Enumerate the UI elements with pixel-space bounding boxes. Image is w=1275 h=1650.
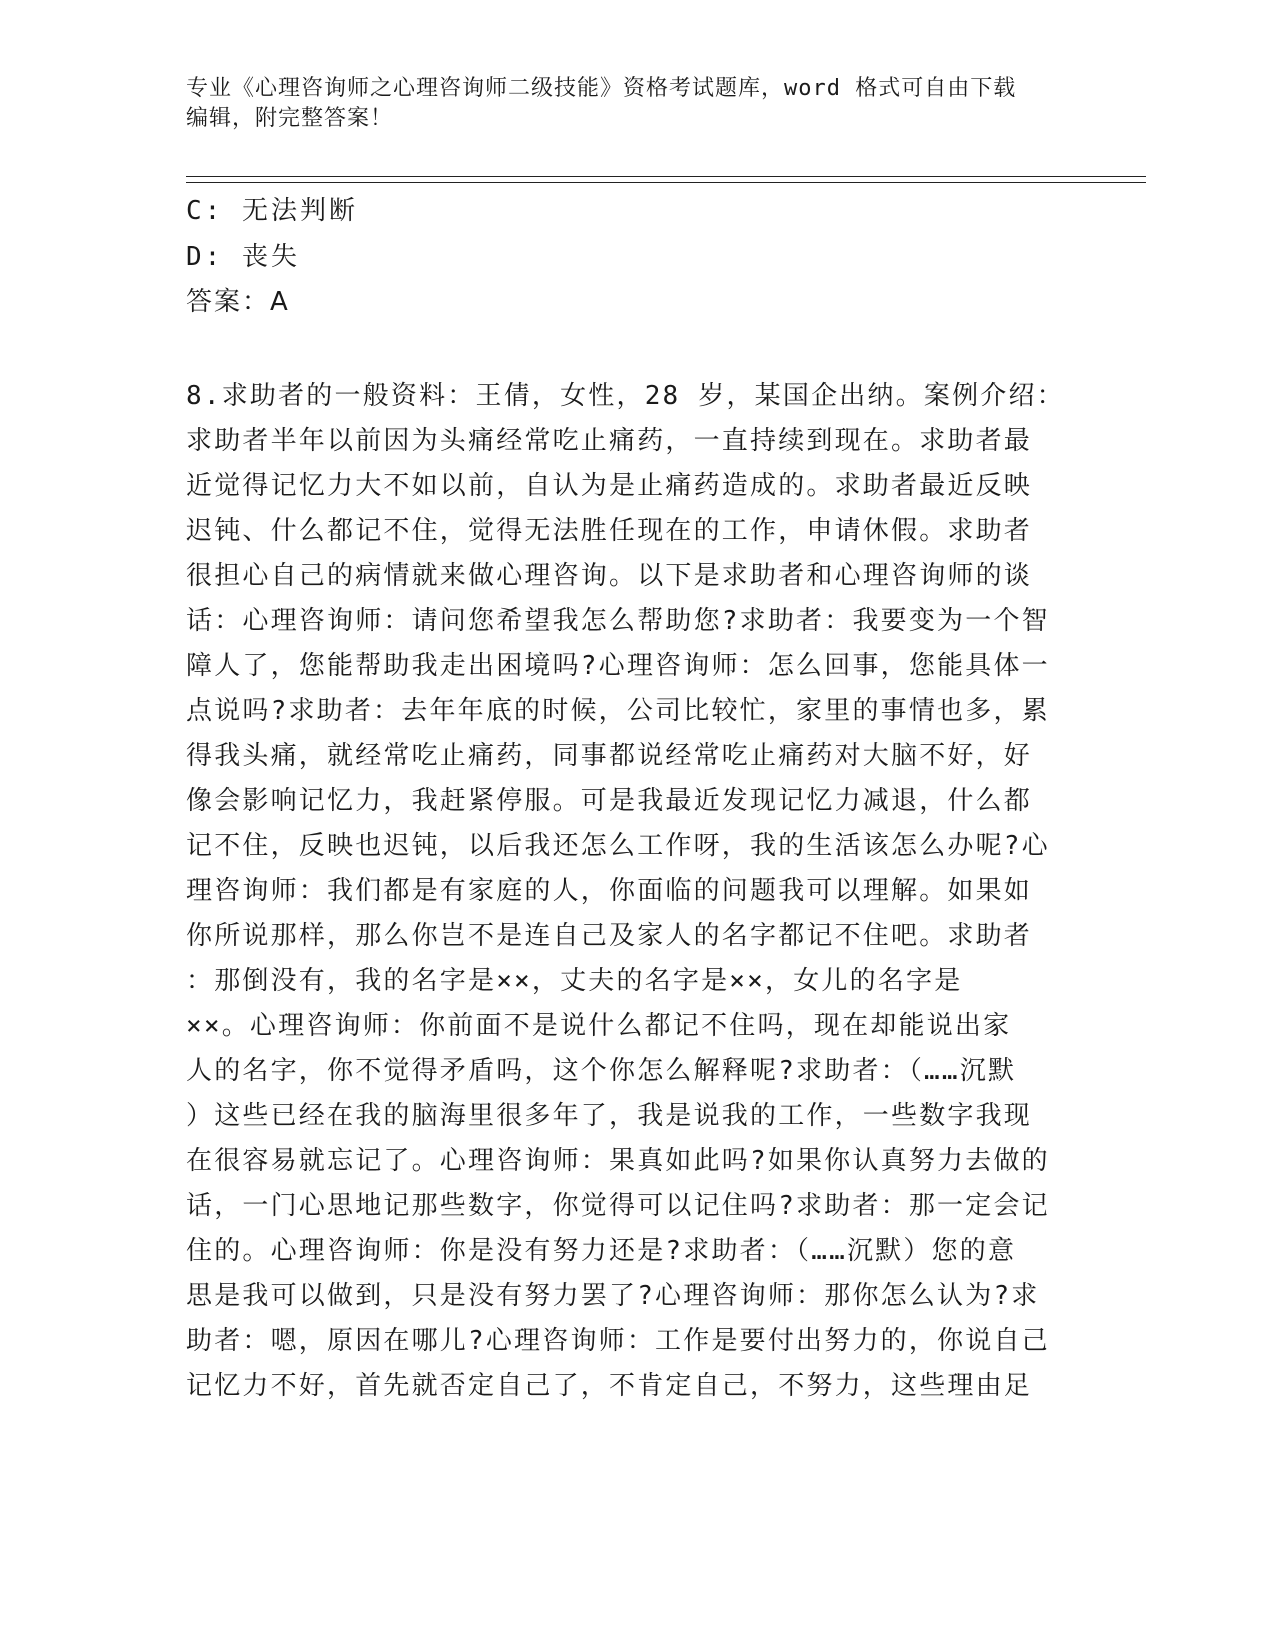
question-line: 得我头痛，就经常吃止痛药，同事都说经常吃止痛药对大脑不好，好 xyxy=(186,741,1033,771)
question-line: 记不住，反映也迟钝，以后我还怎么工作呀，我的生活该怎么办呢?心 xyxy=(186,831,1050,861)
question-line: 近觉得记忆力大不如以前，自认为是止痛药造成的。求助者最近反映 xyxy=(186,471,1033,501)
question-line: 求助者半年以前因为头痛经常吃止痛药，一直持续到现在。求助者最 xyxy=(186,426,1033,456)
question-line: ）这些已经在我的脑海里很多年了，我是说我的工作，一些数字我现 xyxy=(186,1101,1033,1131)
option-d: D: 丧失 xyxy=(186,242,300,272)
question-line: ××。心理咨询师：你前面不是说什么都记不住吗，现在却能说出家 xyxy=(186,1011,1012,1041)
question-line: 话，一门心思地记那些数字，你觉得可以记住吗?求助者：那一定会记 xyxy=(186,1191,1050,1221)
question-line: 很担心自己的病情就来做心理咨询。以下是求助者和心理咨询师的谈 xyxy=(186,561,1033,591)
header-divider-bottom xyxy=(186,182,1146,183)
question-line: 人的名字，你不觉得矛盾吗，这个你怎么解释呢?求助者：（……沉默 xyxy=(186,1056,1017,1086)
question-line: 思是我可以做到，只是没有努力罢了?心理咨询师：那你怎么认为?求 xyxy=(186,1281,1040,1311)
question-line: 住的。心理咨询师：你是没有努力还是?求助者：（……沉默）您的意 xyxy=(186,1236,1017,1266)
header-line-2: 编辑，附完整答案！ xyxy=(186,106,394,131)
question-line: 点说吗?求助者：去年年底的时候，公司比较忙，家里的事情也多，累 xyxy=(186,696,1050,726)
header-line-1: 专业《心理咨询师之心理咨询师二级技能》资格考试题库，word 格式可自由下载 xyxy=(186,76,1017,101)
header-divider-top xyxy=(186,176,1146,177)
question-line: 8.求助者的一般资料：王倩，女性，28 岁，某国企出纳。案例介绍： xyxy=(186,381,1065,411)
question-line: 迟钝、什么都记不住，觉得无法胜任现在的工作，申请休假。求助者 xyxy=(186,516,1033,546)
question-line: 障人了，您能帮助我走出困境吗?心理咨询师：怎么回事，您能具体一 xyxy=(186,651,1050,681)
question-line: 记忆力不好，首先就否定自己了，不肯定自己，不努力，这些理由足 xyxy=(186,1371,1033,1401)
question-line: 你所说那样，那么你岂不是连自己及家人的名字都记不住吧。求助者 xyxy=(186,921,1033,951)
option-c: C: 无法判断 xyxy=(186,196,358,226)
question-line: 像会影响记忆力，我赶紧停服。可是我最近发现记忆力减退，什么都 xyxy=(186,786,1033,816)
answer-label: 答案：A xyxy=(186,287,290,317)
question-line: 话：心理咨询师：请问您希望我怎么帮助您?求助者：我要变为一个智 xyxy=(186,606,1050,636)
question-line: ：那倒没有，我的名字是××，丈夫的名字是××，女儿的名字是 xyxy=(186,966,963,996)
question-line: 助者：嗯，原因在哪儿?心理咨询师：工作是要付出努力的，你说自己 xyxy=(186,1326,1050,1356)
question-line: 在很容易就忘记了。心理咨询师：果真如此吗?如果你认真努力去做的 xyxy=(186,1146,1050,1176)
question-8 xyxy=(186,374,1066,1409)
question-line: 理咨询师：我们都是有家庭的人，你面临的问题我可以理解。如果如 xyxy=(186,876,1033,906)
page-header xyxy=(186,74,1066,134)
